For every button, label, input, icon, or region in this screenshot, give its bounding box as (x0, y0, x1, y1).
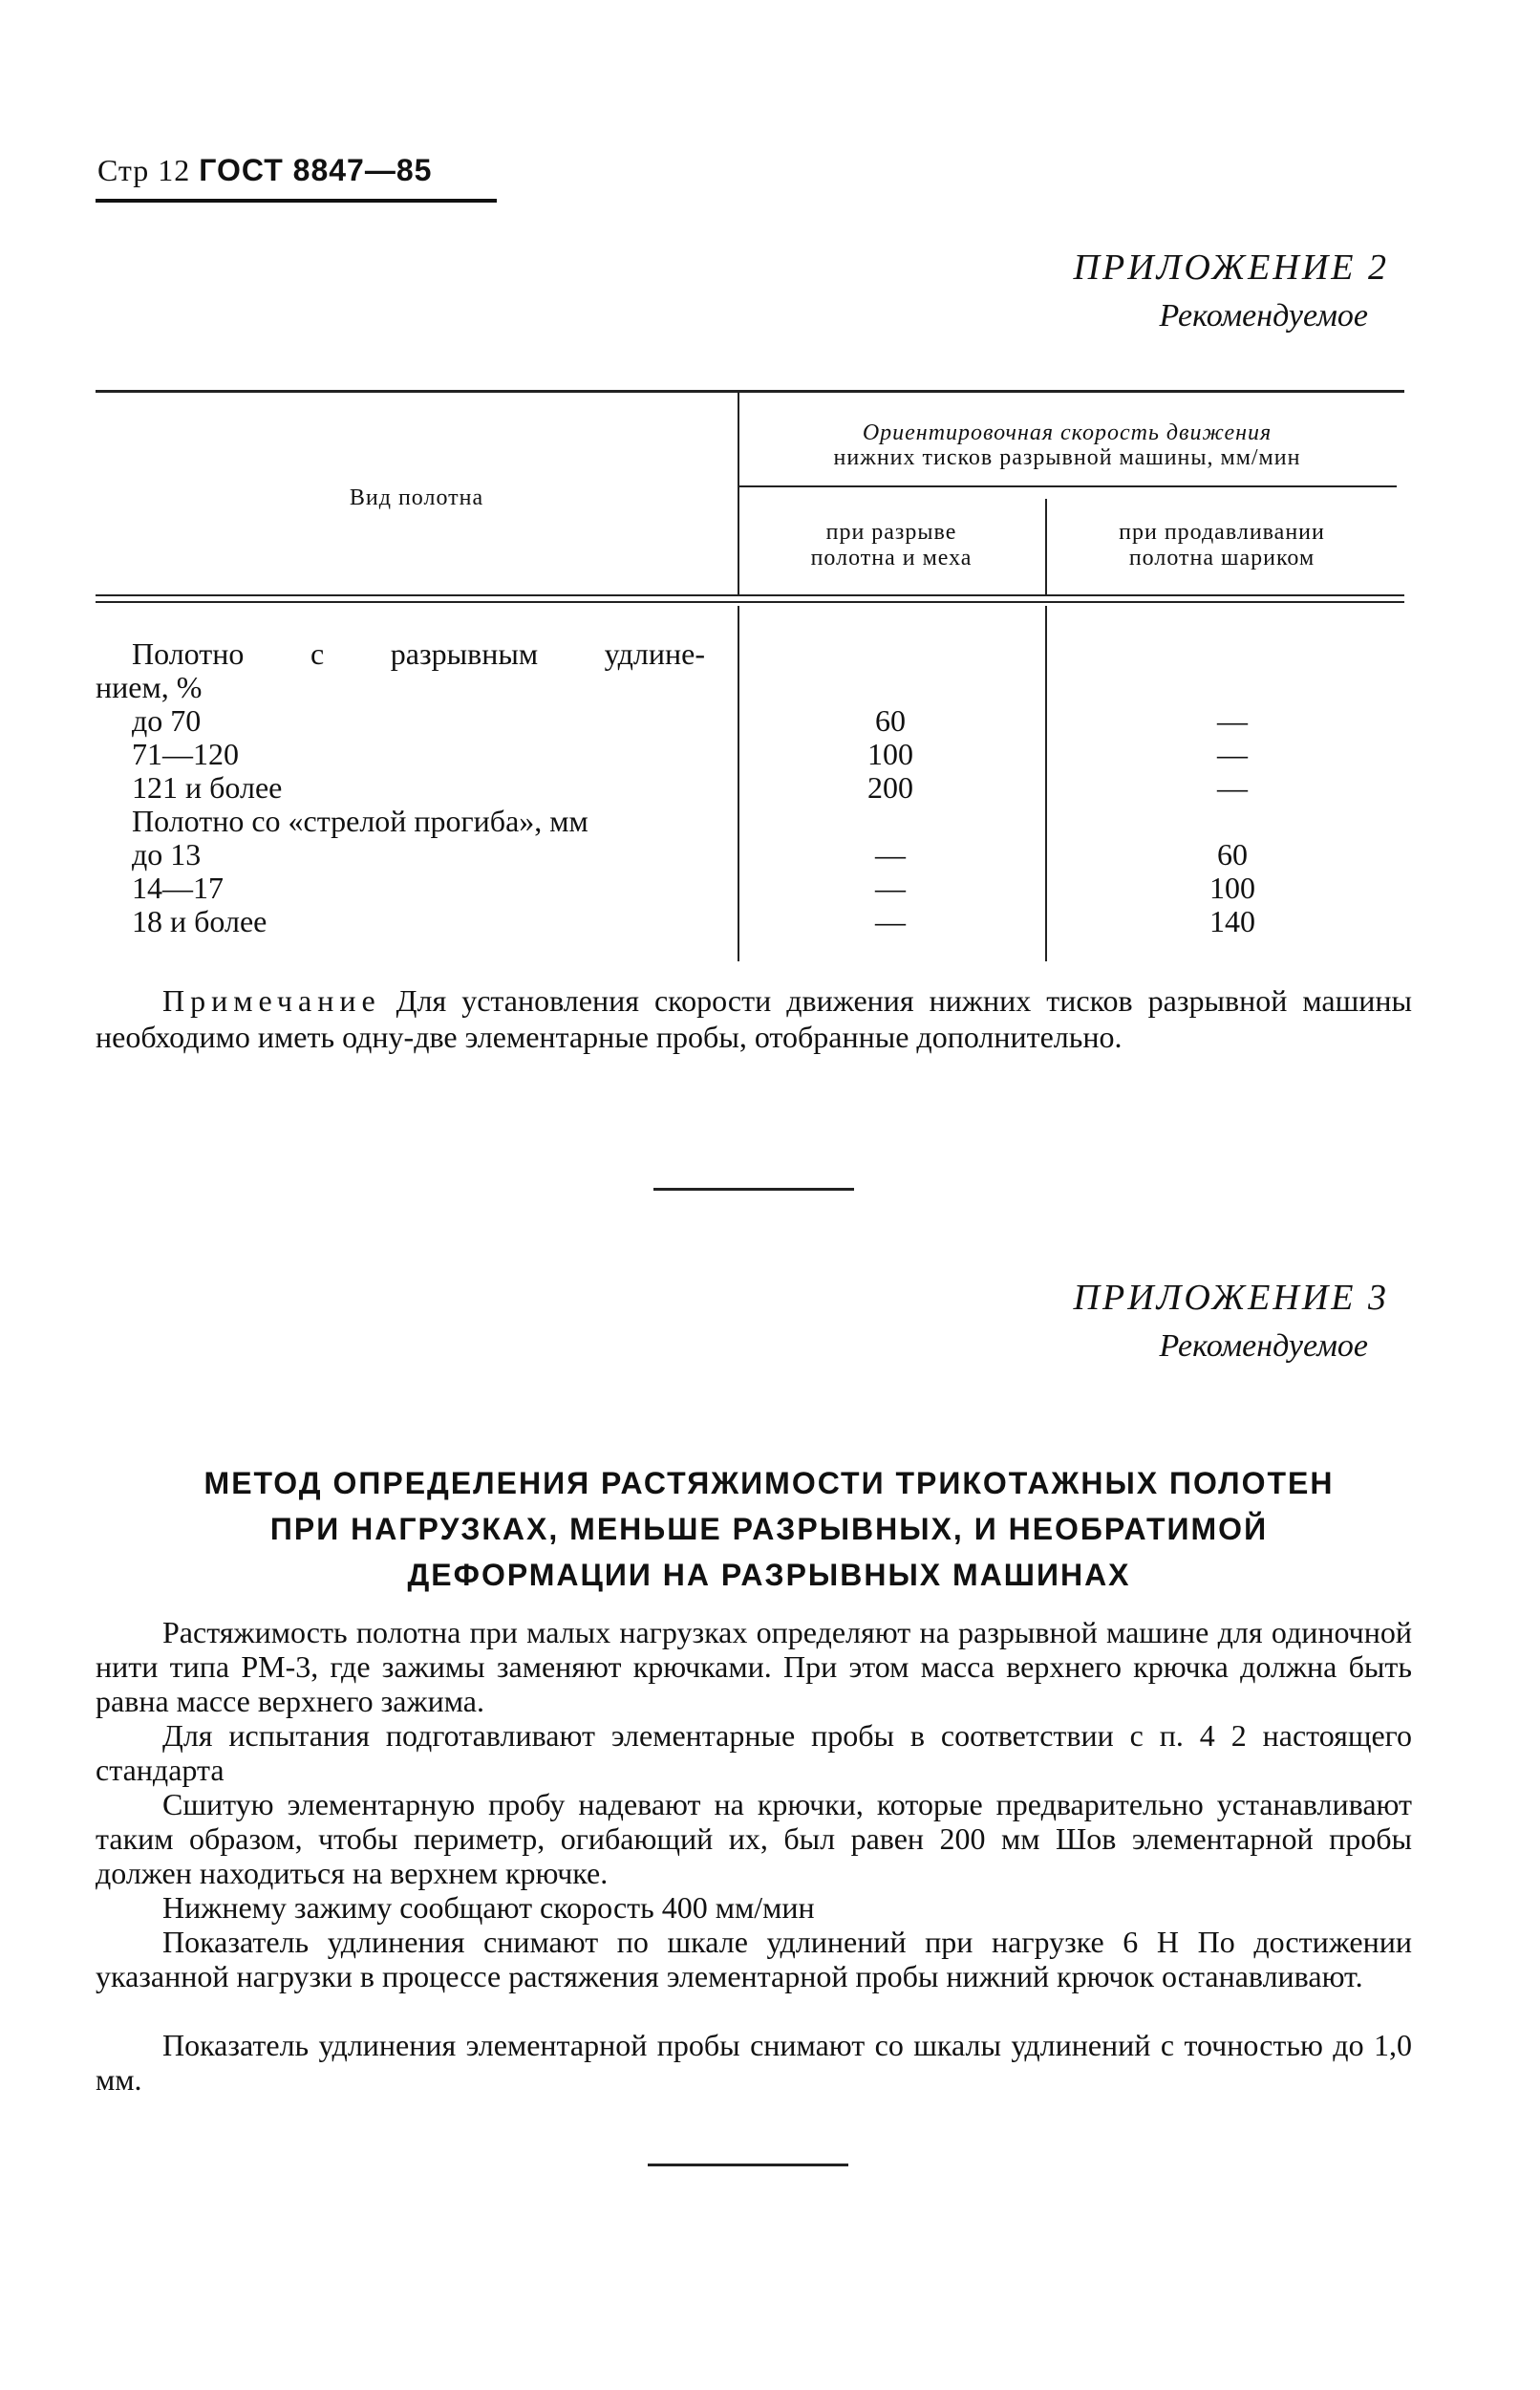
table-cell-break: 60 (875, 703, 906, 738)
group1-label-line1: Полотно с разрывным удлине- (132, 636, 705, 671)
table-cell-break: — (875, 904, 906, 938)
section-divider (648, 2164, 848, 2166)
table-cell-break: — (875, 871, 906, 905)
header-rule (96, 199, 497, 203)
page-label: Стр 12 (97, 153, 191, 187)
section-divider (653, 1188, 854, 1191)
table-cell-ball: — (1217, 737, 1248, 771)
group2-label: Полотно со «стрелой прогиба», мм (132, 804, 588, 838)
method-heading-line1: МЕТОД ОПРЕДЕЛЕНИЯ РАСТЯЖИМОСТИ ТРИКОТАЖНЫХ ПОЛОТЕН (203, 1466, 1335, 1500)
th-ball-line2: полотна шариком (1128, 546, 1315, 571)
table-mid-rule (738, 485, 1397, 487)
th-break-line1: при разрыве (825, 520, 957, 545)
note-label: Примечание (162, 983, 381, 1018)
appendix2-title: ПРИЛОЖЕНИЕ 2 (1073, 248, 1389, 288)
method-paragraph: Показатель удлинения снимают по шкале удлинений при нагрузке 6 Н По достижении указанной нагрузки в процессе растяжения элементарной пробы нижний крючок останавливают. (96, 1925, 1412, 1993)
th-speed-line1: Ориентировочная скорость движения (862, 420, 1273, 445)
table-note (96, 982, 1412, 1055)
note-text: Для установления скорости движения нижних тисков разрывной машины необходимо иметь одну-две элементарные пробы, отобранные дополнительно. (96, 983, 1413, 1054)
method-paragraph: Показатель удлинения элементарной пробы снимают со шкалы удлинений с точностью до 1,0 мм. (96, 2028, 1412, 2097)
doc-code: ГОСТ 8847—85 (199, 153, 433, 187)
appendix3-subtitle: Рекомендуемое (1159, 1328, 1368, 1364)
table-row-label: 18 и более (132, 904, 267, 938)
appendix2-subtitle: Рекомендуемое (1159, 298, 1368, 334)
table-cell-ball: — (1217, 770, 1248, 805)
page-header (97, 153, 432, 188)
table-top-rule (96, 390, 1404, 393)
method-heading (96, 1460, 1443, 1598)
th-break-line2: полотна и меха (810, 546, 973, 571)
method-paragraph: Растяжимость полотна при малых нагрузках определяют на разрывной машине для одиночной нити типа РМ-3, где зажимы заменяют крючками. При этом масса верхнего крючка должна быть равна массе верхнего зажима. (96, 1615, 1412, 1718)
table-row-label: 121 и более (132, 770, 283, 805)
method-paragraph: Для испытания подготавливают элементарные пробы в соответствии с п. 4 2 настоящего стандарта (96, 1718, 1412, 1787)
table-header-rule-2 (96, 601, 1404, 603)
table-cell-ball: 100 (1209, 871, 1255, 905)
table-cell-break: 200 (867, 770, 913, 805)
table-cell-break: — (875, 837, 906, 872)
table-cell-ball: — (1217, 703, 1248, 738)
table-vline-body-1 (738, 606, 739, 961)
table-vline-body-2 (1045, 606, 1047, 961)
method-heading-line2: ПРИ НАГРУЗКАХ, МЕНЬШЕ РАЗРЫВНЫХ, И НЕОБРАТИМОЙ (269, 1512, 1269, 1546)
th-ball-line1: при продавливании (1119, 520, 1325, 545)
table-cell-ball: 140 (1209, 904, 1255, 938)
table-row-label: до 70 (132, 703, 202, 738)
appendix3-title: ПРИЛОЖЕНИЕ 3 (1073, 1278, 1389, 1318)
th-fabric-type: Вид полотна (349, 485, 484, 510)
table-row-label: 71—120 (132, 737, 239, 771)
table-cell-ball: 60 (1217, 837, 1248, 872)
method-heading-line3: ДЕФОРМАЦИИ НА РАЗРЫВНЫХ МАШИНАХ (407, 1558, 1131, 1592)
table-cell-break: 100 (867, 737, 913, 771)
method-paragraph: Нижнему зажиму сообщают скорость 400 мм/мин (162, 1890, 815, 1925)
table-row-label: до 13 (132, 837, 202, 872)
table-header-rule (96, 594, 1404, 596)
group1-label-line2: нием, % (96, 670, 203, 704)
method-paragraph: Сшитую элементарную пробу надевают на крючки, которые предварительно устанавливают таким образом, чтобы периметр, огибающий их, был равен 200 мм Шов элементарной пробы должен находиться на верхнем крючке. (96, 1787, 1412, 1890)
th-speed-line2: нижних тисков разрывной машины, мм/мин (833, 445, 1301, 470)
table-row-label: 14—17 (132, 871, 224, 905)
